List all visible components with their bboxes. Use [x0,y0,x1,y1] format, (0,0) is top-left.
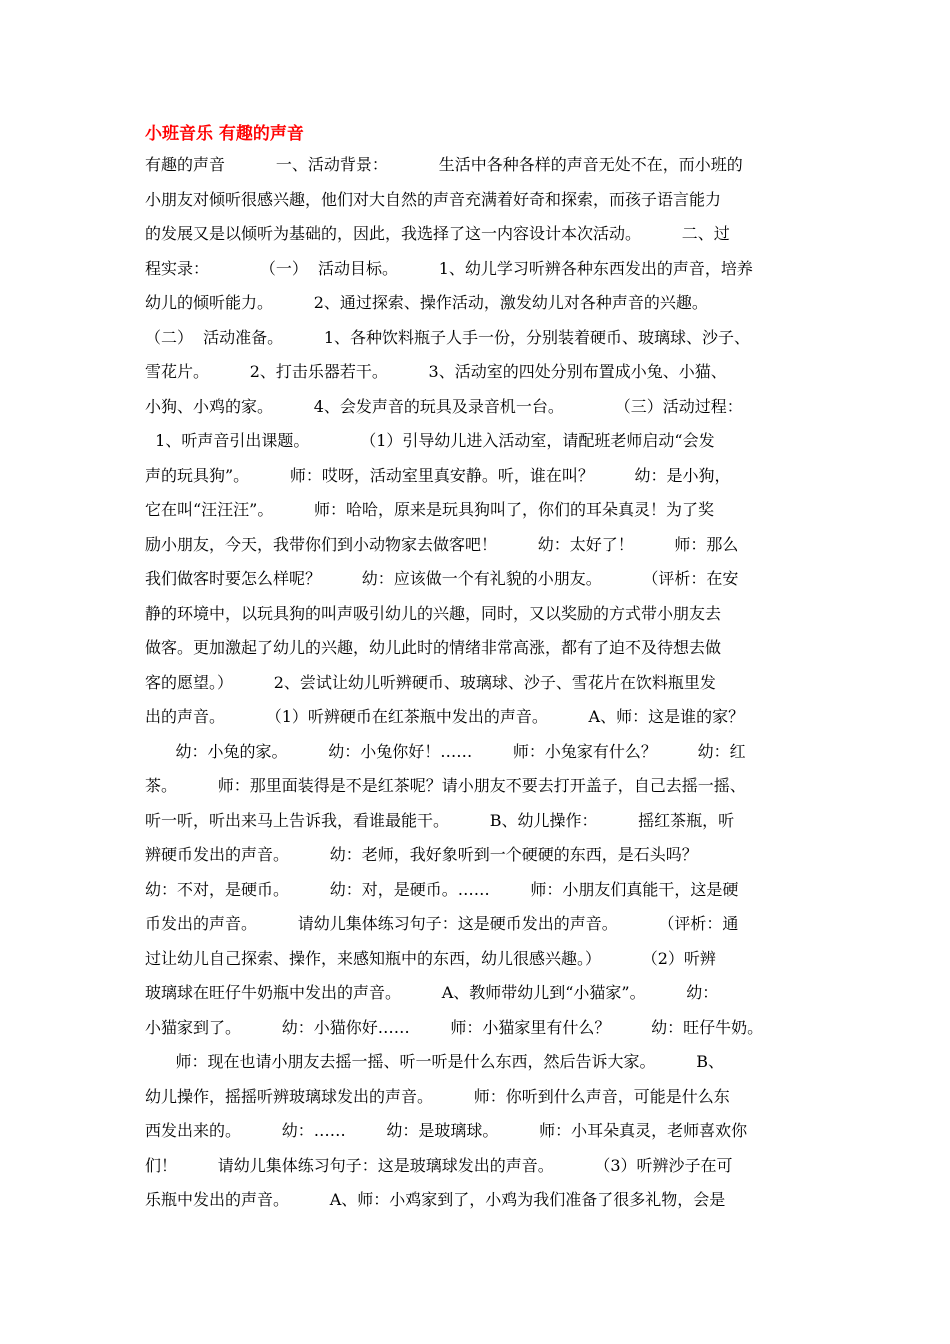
body-line: 幼儿操作，摇摇听辨玻璃球发出的声音。 师：你听到什么声音，可能是什么东 [145,1086,730,1106]
body-line: 做客。更加激起了幼儿的兴趣，幼儿此时的情绪非常高涨，都有了迫不及待想去做 [145,638,722,657]
body-line: 幼儿的倾听能力。 2、通过探索、操作活动，激发幼儿对各种声音的兴趣。 [145,293,708,312]
body-line: 小朋友对倾听很感兴趣，他们对大自然的声音充满着好奇和探索，而孩子语言能力 [145,189,722,209]
body-line: 师：现在也请小朋友去摇一摇、听一听是什么东西，然后告诉大家。 B、 [145,1052,724,1071]
body-line: 程实录： （一） 活动目标。 1、幼儿学习听辨各种东西发出的声音，培养 [145,258,753,278]
body-line: 有趣的声音 一、活动背景： 生活中各种各样的声音无处不在，而小班的 [145,155,743,174]
body-line: 出的声音。 （1）听辨硬币在红茶瓶中发出的声音。 A、师：这是谁的家？ [145,707,745,726]
body-line: 辨硬币发出的声音。 幼：老师，我好象听到一个硬硬的东西，是石头吗？ [145,845,698,864]
body-line: （二） 活动准备。 1、各种饮料瓶子人手一份，分别装着硬币、玻璃球、沙子、 [145,327,751,347]
body-line: 我们做客时要怎么样呢？ 幼：应该做一个有礼貌的小朋友。 （评析：在安 [145,569,739,588]
body-line: 玻璃球在旺仔牛奶瓶中发出的声音。 A、教师带幼儿到“小猫家”。 幼： [145,983,719,1002]
body-line: 励小朋友，今天，我带你们到小动物家去做客吧！ 幼：太好了！ 师：那么 [145,534,739,554]
body-line: 1、听声音引出课题。 （1）引导幼儿进入活动室，请配班老师启动“会发 [145,431,715,450]
body-line: 声的玩具狗”。 师：哎呀，活动室里真安静。听，谁在叫？ 幼：是小狗， [145,465,731,485]
body-line: 客的愿望。） 2、尝试让幼儿听辨硬币、玻璃球、沙子、雪花片在饮料瓶里发 [145,672,716,692]
body-line: 幼：小兔的家。 幼：小兔你好！…… 师：小兔家有什么？ 幼：红 [145,741,746,761]
body-line: 静的环境中，以玩具狗的叫声吸引幼儿的兴趣，同时，又以奖励的方式带小朋友去 [145,603,722,623]
body-line: 茶。 师：那里面装得是不是红茶呢？请小朋友不要去打开盖子，自己去摇一摇、 [145,776,746,795]
body-line: 幼：不对，是硬币。 幼：对，是硬币。…… 师：小朋友们真能干，这是硬 [145,879,739,899]
body-line: 听一听，听出来马上告诉我，看谁最能干。 B、幼儿操作： 摇红茶瓶，听 [145,810,735,830]
document-title: 小班音乐 有趣的声音 [145,124,304,144]
document-body [145,148,825,1218]
body-line: 们！ 请幼儿集体练习句子：这是玻璃球发出的声音。 （3）听辨沙子在可 [145,1155,733,1175]
body-line: 乐瓶中发出的声音。 A、师：小鸡家到了，小鸡为我们准备了很多礼物，会是 [145,1190,726,1209]
body-line: 币发出的声音。 请幼儿集体练习句子：这是硬币发出的声音。 （评析：通 [145,914,739,933]
body-line: 它在叫“汪汪汪”。 师：哈哈，原来是玩具狗叫了，你们的耳朵真灵！为了奖 [145,500,715,519]
body-line: 小狗、小鸡的家。 4、会发声音的玩具及录音机一台。 （三）活动过程： [145,396,743,416]
body-line: 雪花片。 2、打击乐器若干。 3、活动室的四处分别布置成小兔、小猫、 [145,362,727,381]
body-line: 小猫家到了。 幼：小猫你好…… 师：小猫家里有什么？ 幼：旺仔牛奶。 [145,1017,764,1037]
body-line: 的发展又是以倾听为基础的，因此，我选择了这一内容设计本次活动。 二、过 [145,224,730,243]
body-line: 西发出来的。 幼：…… 幼：是玻璃球。 师：小耳朵真灵，老师喜欢你 [145,1121,748,1140]
body-line: 过让幼儿自己探索、操作，来感知瓶中的东西，幼儿很感兴趣。） （2）听辨 [145,948,716,968]
